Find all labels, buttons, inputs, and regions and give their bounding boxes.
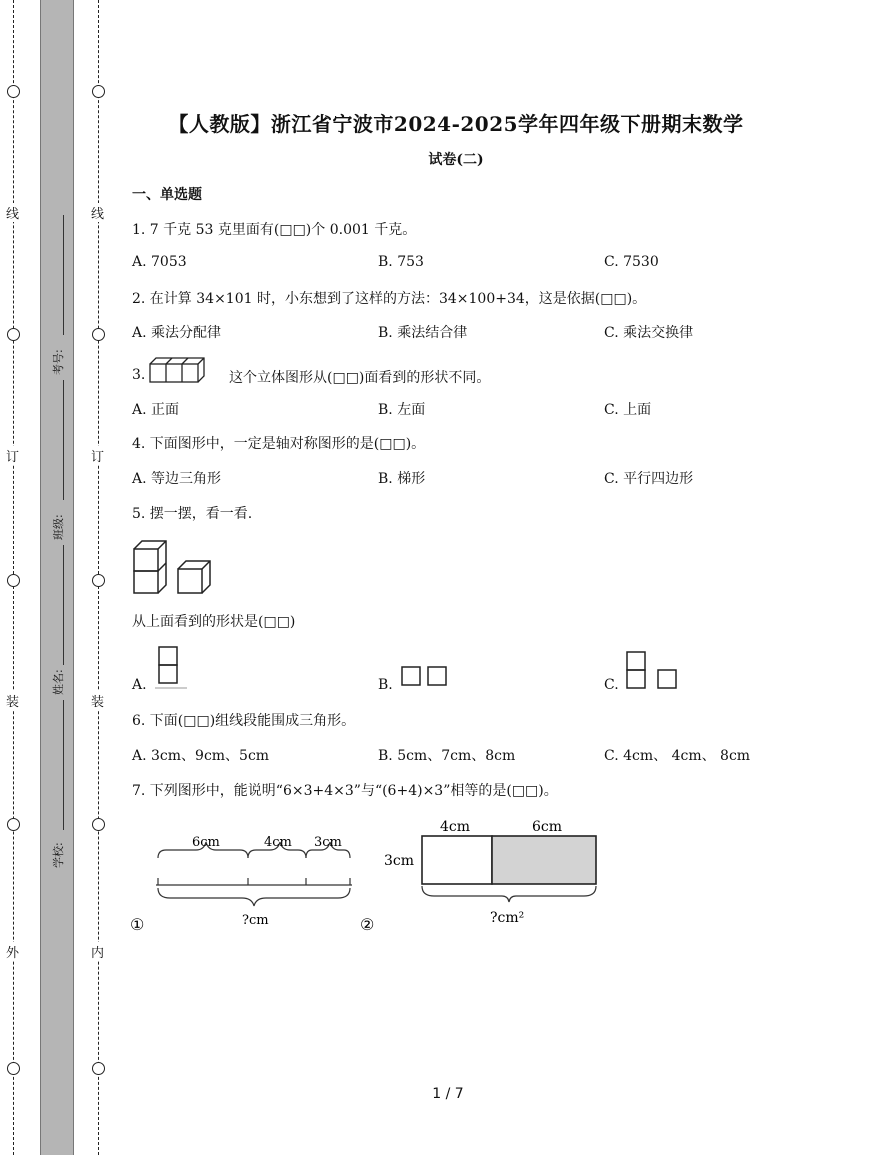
question-3: 这个立体图形从(□□)面看到的形状不同。 [229,370,491,386]
q3-option-b: B. 左面 [378,402,426,418]
binding-hole-outer [7,574,20,587]
q4-option-c: C. 平行四边形 [604,471,694,487]
field-line [63,215,64,335]
field-label-name: 姓名: [52,669,65,695]
margin-char: 订 [6,446,19,465]
figure-2-rectangle [358,812,608,938]
q6-option-b: B. 5cm、7cm、8cm [378,748,516,764]
binding-strip [40,0,74,1155]
binding-hole-outer [7,328,20,341]
margin-char: 装 [91,691,104,710]
q5-option-b: B. [378,677,393,693]
fig1-label-total: ?cm [242,913,269,928]
binding-hole-outer [7,85,20,98]
binding-hole-outer [7,1062,20,1075]
q2-option-a: A. 乘法分配律 [132,325,222,341]
field-label-class: 班级: [52,514,65,540]
field-line [63,380,64,500]
binding-hole-inner [92,85,105,98]
q3-option-a: A. 正面 [132,402,180,418]
binding-hole-inner [92,818,105,831]
q2-option-b: B. 乘法结合律 [378,325,468,341]
field-line [63,700,64,830]
q5-option-c-shape [625,650,681,690]
margin-char: 订 [91,446,104,465]
q1-option-a: A. 7053 [132,254,187,270]
figure-1-line-segments [128,826,358,938]
page-title: 【人教版】浙江省宁波市2024-2025学年四年级下册期末数学 [168,112,744,136]
q4-option-b: B. 梯形 [378,471,426,487]
q6-option-a: A. 3cm、9cm、5cm [132,748,270,764]
stacked-cubes-figure [132,537,214,595]
fig2-label-4cm: 4cm [440,819,471,835]
q6-option-c: C. 4cm、 4cm、 8cm [604,748,751,764]
question-1: 1. 7 千克 53 克里面有(□□)个 0.001 千克。 [132,222,417,238]
q1-option-c: C. 7530 [604,254,659,270]
fig1-marker: ① [130,915,145,934]
question-7: 7. 下列图形中，能说明“6×3+4×3”与“(6+4)×3”相等的是(□□)。 [132,783,558,799]
binding-hole-inner [92,328,105,341]
q5-option-c: C. [604,677,619,693]
q2-option-c: C. 乘法交换律 [604,325,694,341]
page-number: 1 / 7 [432,1086,464,1102]
q5-option-a-shape [155,644,189,690]
question-3-number: 3. [132,367,146,383]
q5-option-b-shape [400,665,450,687]
fig1-label-6cm: 6cm [192,835,220,850]
question-2: 2. 在计算 34×101 时，小东想到了这样的方法：34×100+34，这是依据(□□)。 [132,291,647,307]
fig2-marker: ② [360,915,375,934]
binding-hole-outer [7,818,20,831]
section-heading: 一、单选题 [132,187,202,203]
question-5-sub: 从上面看到的形状是(□□) [132,614,296,630]
margin-char: 外 [6,942,19,961]
margin-char: 装 [6,691,19,710]
fig1-label-3cm: 3cm [314,835,342,850]
fig1-label-4cm: 4cm [264,835,292,850]
fig2-label-3cm: 3cm [384,853,415,869]
q3-option-c: C. 上面 [604,402,652,418]
fig2-label-6cm: 6cm [532,819,563,835]
question-4: 4. 下面图形中，一定是轴对称图形的是(□□)。 [132,436,426,452]
fig2-label-total: ?cm² [490,910,525,926]
binding-hole-inner [92,1062,105,1075]
page-subtitle: 试卷(二) [428,152,484,168]
margin-char: 内 [91,942,104,961]
cuboid-figure [148,356,208,384]
q5-option-a: A. [132,677,147,693]
field-label-school: 学校: [52,842,65,868]
field-line [63,545,64,665]
margin-char: 线 [6,203,19,222]
question-6: 6. 下面(□□)组线段能围成三角形。 [132,713,356,729]
binding-hole-inner [92,574,105,587]
question-5: 5. 摆一摆，看一看. [132,506,253,522]
margin-char: 线 [91,203,104,222]
q1-option-b: B. 753 [378,254,424,270]
q4-option-a: A. 等边三角形 [132,471,222,487]
field-label-exam-no: 考号: [52,349,65,375]
